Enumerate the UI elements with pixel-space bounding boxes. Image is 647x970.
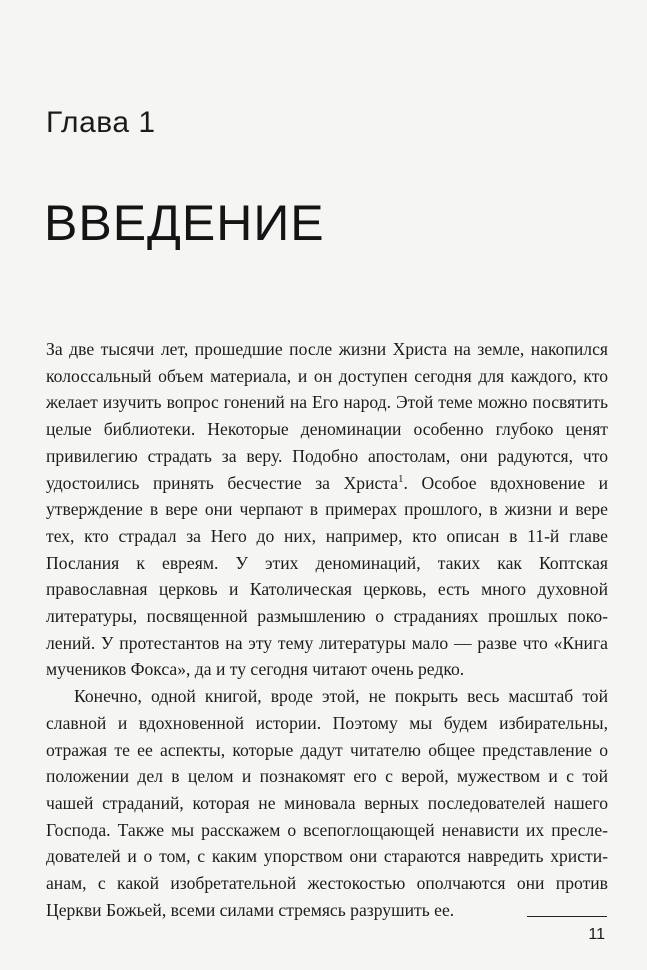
paragraph-text: . Особое вдохновение и утверждение в вере они черпают в примерах прошлого, в жизни и вере тех, кто страдал за Него до них, например, кто описан в 11-й главе Послания к евреям. У этих деноминаций, таких как Коптская православная церковь и Католическая церковь, есть много духовной литературы, посвященной размышлению о страданиях прошлых поколений. У протестантов на эту тему литературы мало — разве что «Книга мучеников Фокса», да и ту сегодня читают очень редко.	[46, 472, 609, 680]
paragraph-text: За две тысячи лет, прошедшие после жизни Христа на земле, накопился колоссальный объем материала, и он доступен сегодня для каждого, кто желает изучить вопрос гонений на Его народ. Этой теме можно посвятить целые библиотеки. Некоторые деноминации особенно глубоко ценят привилегию страдать за веру. Подобно апостолам, они радуются, что удостоились принять бесчестие за Христа	[46, 339, 608, 493]
paragraph	[46, 336, 608, 683]
body-text	[46, 336, 608, 923]
footnote-reference: 1	[398, 472, 404, 485]
paragraph: Конечно, одной книгой, вроде этой, не покрыть весь масштаб той славной и вдохновенной истории. Поэтому мы будем избирательны, отражая те ее аспекты, которые дадут читателю общее представление о положении дел в целом и познакомят его с верой, мужеством и с той чашей страданий, которая не миновала верных последователей нашего Господа. Также мы расскажем о всепоглощающей ненависти их преследователей и о том, с каким упорством они стараются навредить христианам, с какой изобретательной жестокостью ополчаются они против Церкви Божьей, всеми силами стремясь разрушить ее.	[46, 686, 608, 920]
chapter-label: Глава 1	[46, 106, 156, 139]
chapter-title: ВВЕДЕНИЕ	[44, 195, 325, 251]
page-number: 11	[588, 926, 605, 943]
footer-rule	[527, 916, 607, 917]
